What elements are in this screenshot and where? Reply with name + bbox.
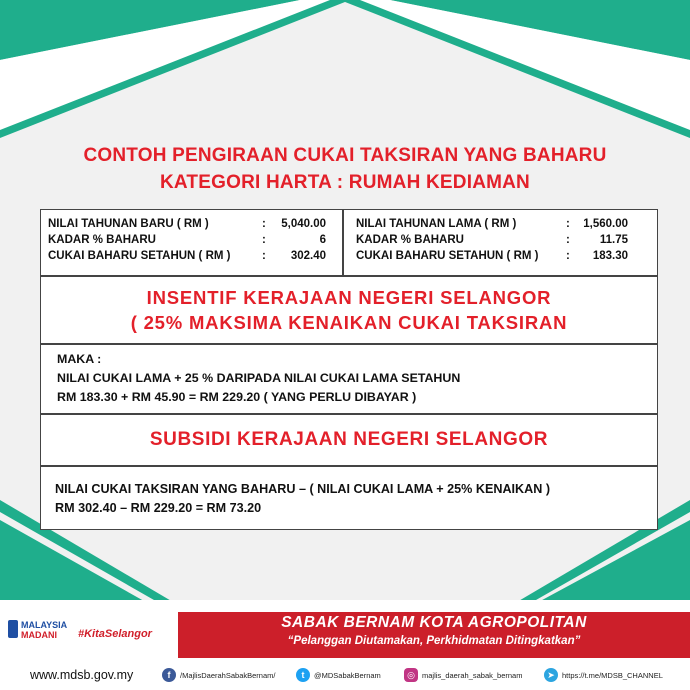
row-value: 5,040.00 (281, 218, 326, 230)
row-value: 6 (319, 234, 326, 246)
calc-line-2: NILAI CUKAI LAMA + 25 % DARIPADA NILAI CUKAI LAMA SETAHUN (57, 371, 461, 385)
telegram-link[interactable] (544, 660, 663, 690)
subsidy-calc-box (40, 466, 658, 530)
title-line-1: CONTOH PENGIRAAN CUKAI TAKSIRAN YANG BAHARU (83, 145, 607, 166)
facebook-handle: /MajlisDaerahSabakBernam/ (180, 670, 276, 680)
malaysia-text: MALAYSIA (21, 620, 68, 630)
banner-subtitle: “Pelanggan Diutamakan, Perkhidmatan Ditingkatkan” (287, 635, 581, 647)
twitter-link[interactable] (296, 660, 381, 690)
row-value: 302.40 (290, 250, 326, 262)
row-colon: : (566, 250, 570, 262)
old-value-table (343, 209, 658, 276)
row-label: NILAI TAHUNAN LAMA ( RM ) (356, 218, 517, 230)
facebook-link[interactable] (162, 660, 275, 690)
website-link[interactable]: www.mdsb.gov.my (30, 668, 134, 682)
telegram-icon: ➤ (544, 668, 558, 682)
new-value-table (40, 209, 343, 276)
facebook-icon: f (162, 668, 176, 682)
row-value: 183.30 (592, 250, 628, 262)
title-line-2: KATEGORI HARTA : RUMAH KEDIAMAN (160, 172, 530, 193)
page-title (0, 142, 690, 196)
row-colon: : (262, 234, 266, 246)
instagram-link[interactable] (404, 660, 522, 690)
footer (0, 660, 690, 690)
madani-text: MADANI (21, 630, 57, 640)
row-value: 1,560.00 (583, 218, 628, 230)
calculation-section (40, 344, 658, 414)
subsidy-line-1: NILAI CUKAI TAKSIRAN YANG BAHARU – ( NILAI CUKAI LAMA + 25% KENAIKAN ) (55, 482, 551, 496)
row-label: NILAI TAHUNAN BARU ( RM ) (48, 218, 209, 230)
row-value: 11.75 (599, 234, 628, 246)
subsidy-heading-box (40, 414, 658, 466)
row-colon: : (566, 234, 570, 246)
old-row-annual-value (344, 216, 657, 232)
calc-line-1: MAKA : (57, 352, 102, 366)
instagram-icon: ◎ (404, 668, 418, 682)
incentive-line-2: ( 25% MAKSIMA KENAIKAN CUKAI TAKSIRAN (130, 312, 568, 333)
row-colon: : (262, 250, 266, 262)
twitter-icon: t (296, 668, 310, 682)
row-label: KADAR % BAHARU (356, 234, 464, 246)
kita-selangor-logo: #KitaSelangor (78, 628, 152, 640)
row-label: CUKAI BAHARU SETAHUN ( RM ) (356, 250, 539, 262)
old-row-annual-tax (344, 248, 657, 264)
new-row-annual-value (41, 216, 342, 232)
subsidy-heading: SUBSIDI KERAJAAN NEGERI SELANGOR (149, 429, 549, 450)
malaysia-madani-icon (8, 620, 18, 638)
twitter-handle: @MDSabakBernam (314, 670, 381, 680)
old-row-rate (344, 232, 657, 248)
incentive-section (40, 276, 658, 344)
banner-title: SABAK BERNAM KOTA AGROPOLITAN (281, 614, 587, 631)
malaysia-madani-logo (8, 620, 67, 640)
new-row-annual-tax (41, 248, 342, 264)
row-label: KADAR % BAHARU (48, 234, 156, 246)
row-label: CUKAI BAHARU SETAHUN ( RM ) (48, 250, 231, 262)
calc-line-3: RM 183.30 + RM 45.90 = RM 229.20 ( YANG PERLU DIBAYAR ) (57, 390, 417, 404)
row-colon: : (566, 218, 570, 230)
new-row-rate (41, 232, 342, 248)
instagram-handle: majlis_daerah_sabak_bernam (422, 670, 523, 680)
subsidy-line-2: RM 302.40 – RM 229.20 = RM 73.20 (55, 501, 262, 515)
telegram-handle: https://t.me/MDSB_CHANNEL (562, 670, 663, 680)
incentive-line-1: INSENTIF KERAJAAN NEGERI SELANGOR (146, 287, 552, 308)
row-colon: : (262, 218, 266, 230)
